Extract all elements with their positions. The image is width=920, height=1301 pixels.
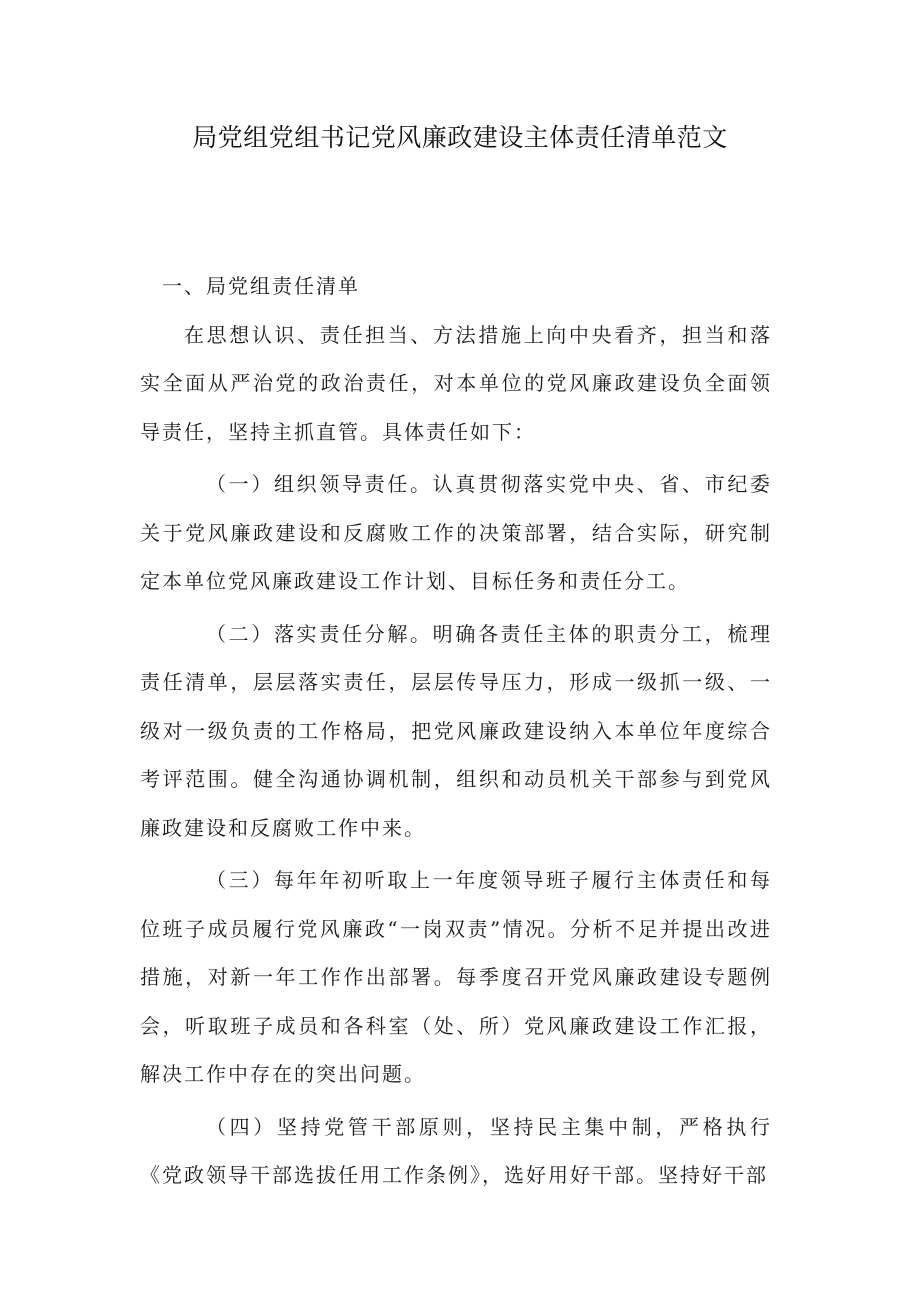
document-title: 局党组党组书记党风廉政建设主体责任清单范文 bbox=[192, 123, 728, 152]
paragraph-item-4: （四）坚持党管干部原则，坚持民主集中制，严格执行《党政领导干部选拔任用工作条例》，选好用好干部。坚持好干部 bbox=[140, 1114, 772, 1187]
paragraph-item-3: （三）每年年初听取上一年度领导班子履行主体责任和每位班子成员履行党风廉政“一岗双责”情况。分析不足并提出改进措施，对新一年工作作出部署。每季度召开党风廉政建设专题例会，听取班子成员和各科室（处、所）党风廉政建设工作汇报，解决工作中存在的突出问题。 bbox=[140, 868, 772, 1086]
paragraph-intro: 在思想认识、责任担当、方法措施上向中央看齐，担当和落实全面从严治党的政治责任，对本单位的党风廉政建设负全面领导责任，坚持主抓直管。具体责任如下： bbox=[140, 322, 772, 444]
section-heading: 一、局党组责任清单 bbox=[162, 274, 360, 298]
paragraph-item-2: （二）落实责任分解。明确各责任主体的职责分工，梳理责任清单，层层落实责任，层层传导压力，形成一级抓一级、一级对一级负责的工作格局，把党风廉政建设纳入本单位年度综合考评范围。健全沟通协调机制，组织和动员机关干部参与到党风廉政建设和反腐败工作中来。 bbox=[140, 621, 772, 840]
paragraph-item-1: （一）组织领导责任。认真贯彻落实党中央、省、市纪委关于党风廉政建设和反腐败工作的决策部署，结合实际，研究制定本单位党风廉政建设工作计划、目标任务和责任分工。 bbox=[140, 472, 772, 593]
document-body bbox=[140, 262, 772, 1200]
